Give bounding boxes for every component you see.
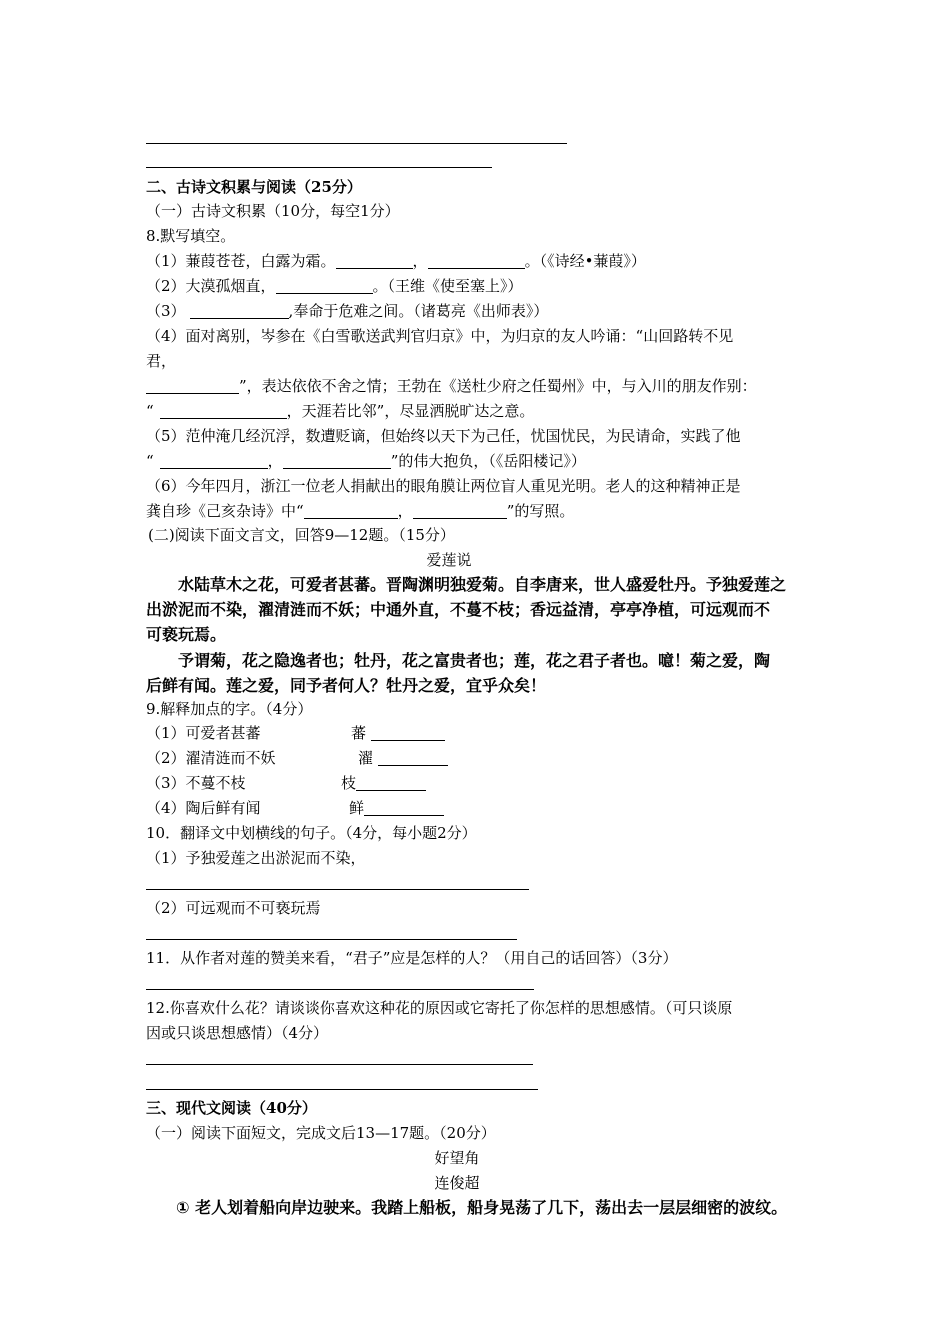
answer-blank[interactable]: [428, 253, 525, 269]
q9-char: 蕃: [351, 724, 367, 742]
answer-line[interactable]: [146, 989, 534, 990]
q9-item-4: [146, 798, 261, 818]
q9-char: 枝: [341, 774, 357, 792]
subsection-title: （一）阅读下面短文，完成文后13—17题。（20分）: [146, 1124, 496, 1142]
q8-3-source: ,奉命于危难之间。（诸葛亮《出师表》）: [288, 302, 549, 320]
essay-paragraph-1: 水陆草木之花，可爱者甚蕃。晋陶渊明独爱菊。自李唐来，世人盛爱牡丹。予独爱莲之: [178, 575, 787, 594]
q9-item-1: [146, 723, 261, 743]
answer-line: [146, 143, 567, 144]
q9-item-text: （3）不蔓不枝: [146, 774, 246, 792]
question-8: 8.默写填空。: [146, 227, 236, 245]
answer-blank[interactable]: [146, 378, 239, 394]
essay-title: 爱莲说: [426, 551, 472, 569]
q8-3-text: （3）: [146, 302, 186, 320]
section-title: 三、现代文阅读（40分）: [146, 1099, 317, 1117]
q8-line-5a: （5）范仲淹几经沉浮，数遭贬谪，但始终以天下为己任，忧国忧民，为民请命，实践了他: [146, 427, 741, 445]
story-paragraph-1: ① 老人划着船向岸边驶来。我踏上船板，船身晃荡了几下，荡出去一层层细密的波纹。: [176, 1198, 788, 1217]
answer-blank[interactable]: [356, 775, 426, 791]
answer-blank[interactable]: [304, 503, 398, 519]
q8-line-3: [146, 301, 548, 321]
q8-line-4d: [146, 401, 534, 421]
q8-4-text: ”，表达依依不舍之情；王勃在《送杜少府之任蜀州》中，与入川的朋友作别：: [239, 377, 757, 395]
question-12: 12.你喜欢什么花？请谈谈你喜欢这种花的原因或它寄托了你怎样的思想感情。（可只谈原: [146, 999, 733, 1017]
answer-blank[interactable]: [276, 278, 373, 294]
q9-item-text: （1）可爱者甚蕃: [146, 724, 261, 742]
question-12: 因或只谈思想感情）（4分）: [146, 1024, 329, 1042]
q9-char: 鲜: [349, 799, 365, 817]
open-quote: “: [146, 402, 154, 420]
answer-blank[interactable]: [190, 303, 289, 319]
q8-4-text: ，天涯若比邻”，尽显洒脱旷达之意。: [286, 402, 535, 420]
q9-item-text: （4）陶后鲜有闻: [146, 799, 261, 817]
q8-line-6a: （6）今年四月，浙江一位老人捐献出的眼角膜让两位盲人重见光明。老人的这种精神正是: [146, 477, 741, 495]
open-quote: “: [146, 452, 154, 470]
answer-blank[interactable]: [413, 503, 507, 519]
answer-blank[interactable]: [336, 253, 413, 269]
q8-line-1: [146, 251, 646, 271]
q8-5-sep: ，: [267, 452, 283, 470]
q10-sentence-2: （2）可远观而不可亵玩焉: [146, 899, 321, 917]
q9-char-3: [341, 773, 426, 793]
answer-blank[interactable]: [364, 800, 444, 816]
q8-line-5b: [146, 451, 586, 471]
q8-6-text: ”的写照。: [506, 502, 575, 520]
answer-blank[interactable]: [160, 403, 287, 419]
q8-2-text: （2）大漠孤烟直，: [146, 277, 276, 295]
answer-line[interactable]: [146, 889, 529, 890]
q8-line-2: [146, 276, 523, 296]
q8-2-source: 。（王维《使至塞上》）: [372, 277, 523, 295]
answer-line[interactable]: [146, 939, 517, 940]
essay-paragraph-2: 予谓菊，花之隐逸者也；牡丹，花之富贵者也；莲，花之君子者也。噫！菊之爱，陶: [178, 651, 771, 670]
section-title: 二、古诗文积累与阅读（25分）: [146, 178, 362, 196]
answer-blank[interactable]: [371, 725, 445, 741]
essay-paragraph-2: 后鲜有闻。莲之爱，同予者何人？牡丹之爱，宜乎众矣！: [146, 676, 547, 695]
answer-line: [146, 167, 492, 168]
q8-5-source: ”的伟大抱负，（《岳阳楼记》）: [390, 452, 586, 470]
answer-blank[interactable]: [378, 750, 448, 766]
q9-char-4: [349, 798, 444, 818]
q10-sentence-1: （1）予独爱莲之出淤泥而不染，: [146, 849, 366, 867]
q8-1-sep: ，: [412, 252, 428, 270]
question-9: 9.解释加点的字。（4分）: [146, 700, 313, 718]
q8-1-text: （1）蒹葭苍苍，白露为霜。: [146, 252, 336, 270]
q9-char-1: [351, 723, 445, 743]
q8-6-text: 龚自珍《己亥杂诗》中“: [146, 502, 304, 520]
q8-line-4c: [146, 376, 757, 396]
q8-line-6b: [146, 501, 574, 521]
q9-char-2: [358, 748, 448, 768]
answer-blank[interactable]: [160, 453, 268, 469]
q9-item-3: [146, 773, 246, 793]
q8-line-4a: （4）面对离别，岑参在《白雪歌送武判官归京》中，为归京的友人吟诵：“山回路转不见: [146, 327, 734, 345]
subsection-title: （一）古诗文积累（10分，每空1分）: [146, 202, 400, 220]
q9-item-2: [146, 748, 276, 768]
q8-6-sep: ，: [397, 502, 413, 520]
question-11: 11．从作者对莲的赞美来看，“君子”应是怎样的人？（用自己的话回答）（3分）: [146, 949, 678, 967]
answer-line[interactable]: [146, 1064, 533, 1065]
essay-paragraph-1: 出淤泥而不染，濯清涟而不妖；中通外直，不蔓不枝；香远益清，亭亭净植，可远观而不: [146, 600, 771, 619]
essay-paragraph-1: 可亵玩焉。: [146, 625, 227, 644]
answer-blank[interactable]: [283, 453, 391, 469]
subsection-title: (二)阅读下面文言文，回答9—12题。（15分）: [148, 526, 455, 544]
question-10: 10．翻译文中划横线的句子。（4分，每小题2分）: [146, 824, 477, 842]
q8-line-4b: 君，: [146, 352, 177, 370]
story-author: 连俊超: [434, 1174, 480, 1192]
story-title: 好望角: [434, 1149, 480, 1167]
q8-1-source: 。（《诗经•蒹葭》）: [524, 252, 646, 270]
q9-item-text: （2）濯清涟而不妖: [146, 749, 276, 767]
answer-line[interactable]: [146, 1089, 538, 1090]
q9-char: 濯: [358, 749, 374, 767]
